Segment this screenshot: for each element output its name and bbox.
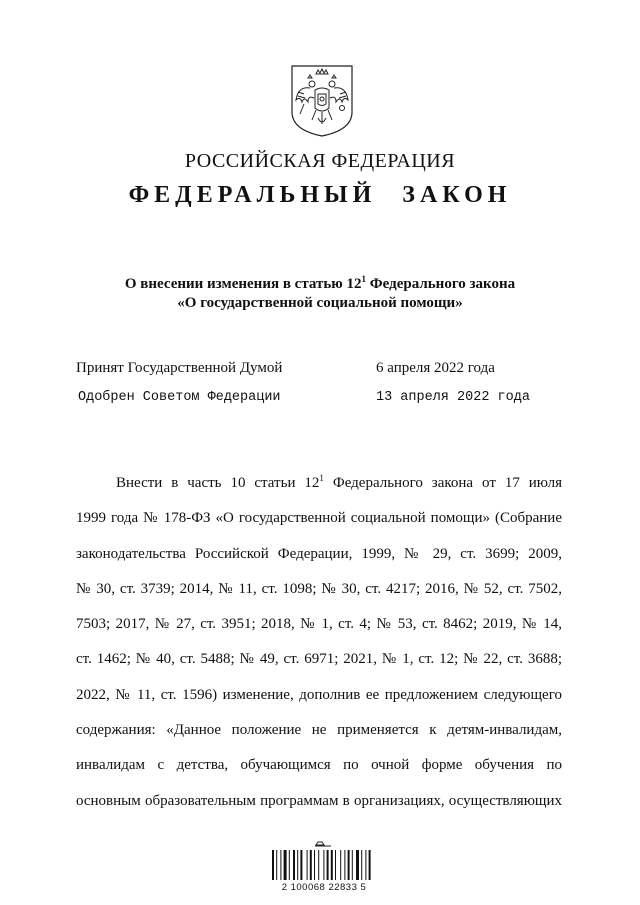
- law-title-word-2: ЗАКОН: [402, 182, 512, 208]
- body-line-1: Внести в часть 10 статьи $12^1$ Федерального закона от 17 июля: [116, 473, 562, 491]
- duma-adoption-date: 6 апреля 2022 года: [376, 360, 495, 376]
- body-line-4: № 30, ст. 3739; 2014, № 11, ст. 1098; № 30, ст. 4217; 2016, № 52, ст. 7502,: [76, 580, 562, 597]
- document-type-title: [0, 182, 640, 209]
- body-line-7: 2022, № 11, ст. 1596) изменение, дополнив ее предложением следующего: [76, 686, 562, 703]
- barcode-number: 2 100068 22833 5: [281, 882, 367, 893]
- law-body-text: [76, 466, 562, 819]
- council-approval-label: Одобрен Советом Федерации: [78, 390, 281, 405]
- body-line-9: инвалидам с детства, обучающимся по очной форме обучения по: [76, 757, 562, 774]
- coat-of-arms-emblem: [288, 62, 356, 138]
- duma-adoption-label: Принят Государственной Думой: [76, 360, 283, 376]
- law-subject: [0, 270, 640, 313]
- body-line-3: законодательства Российской Федерации, 1999, № 29, ст. 3699; 2009,: [76, 545, 562, 562]
- body-line-8: содержания: «Данное положение не применяется к детям-инвалидам,: [76, 722, 562, 739]
- law-subject-line-1: О внесении изменения в статью $12^1$ Федерального закона: [124, 274, 516, 292]
- body-line-6: ст. 1462; № 40, ст. 5488; № 49, ст. 6971; 2021, № 1, ст. 12; № 22, ст. 3688;: [76, 651, 562, 668]
- body-line-5: 7503; 2017, № 27, ст. 3951; 2018, № 1, ст. 4; № 53, ст. 8462; 2019, № 14,: [76, 616, 562, 633]
- law-title-word-1: ФЕДЕРАЛЬНЫЙ: [128, 182, 377, 208]
- country-name: РОССИЙСКАЯ ФЕДЕРАЦИЯ: [184, 150, 456, 172]
- law-subject-line-2: «О государственной социальной помощи»: [177, 295, 463, 311]
- body-line-10: основным образовательным программам в организациях, осуществляющих: [76, 792, 562, 809]
- body-line-2: 1999 года № 178-ФЗ «О государственной социальной помощи» (Собрание: [76, 510, 562, 527]
- council-approval-date: 13 апреля 2022 года: [376, 390, 530, 405]
